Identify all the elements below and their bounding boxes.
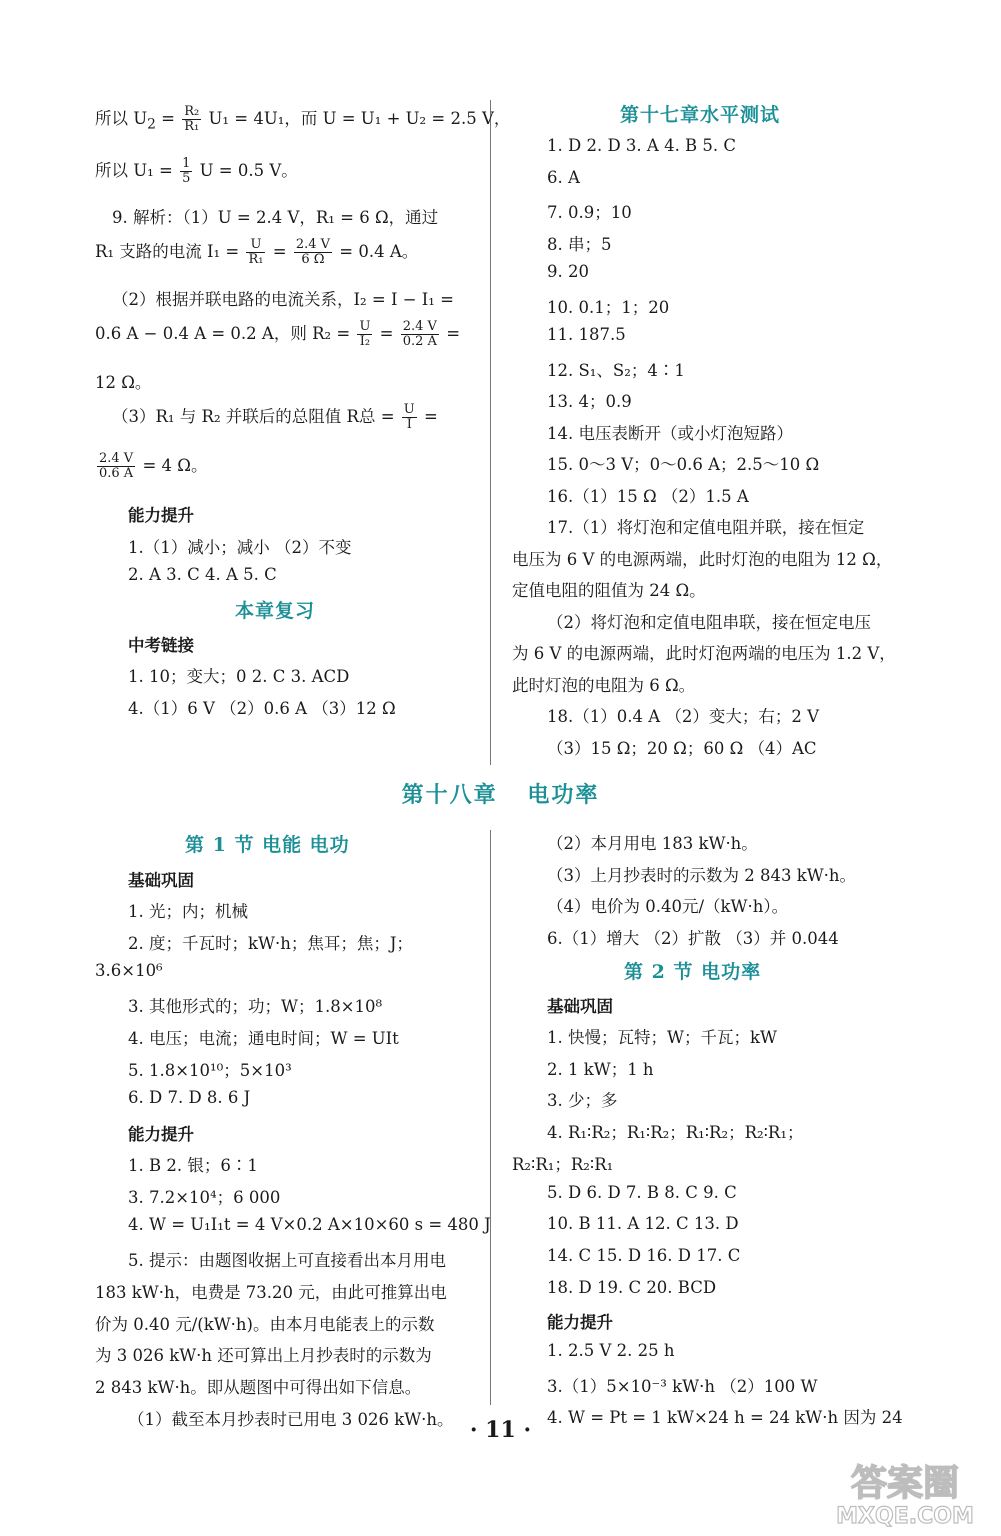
denominator: 0.6 A: [99, 466, 134, 481]
text-line: 1. 快慢；瓦特；W；千瓦；kW: [547, 1028, 777, 1047]
denominator: 0.2 A: [402, 334, 437, 349]
text-line: 电压为 6 V 的电源两端，此时灯泡的电阻为 12 Ω，: [512, 549, 893, 569]
section-heading-ch17-test: 第十七章水平测试: [620, 104, 781, 126]
text-line: 9. 20: [547, 262, 589, 281]
section-label-basic: 基础巩固: [128, 871, 194, 890]
text-line: 此时灯泡的电阻为 6 Ω。: [512, 675, 696, 695]
chapter-number: 第十八章: [401, 782, 498, 808]
text-span: 所以 U: [95, 109, 148, 128]
text-line: 2. A 3. C 4. A 5. C: [128, 565, 277, 584]
text-line: 1. 10；变大；0 2. C 3. ACD: [128, 667, 350, 686]
text-span: U = 0.5 V。: [199, 161, 298, 180]
section-heading-lesson1: 第 1 节 电能 电功: [185, 834, 350, 856]
text-line: 4. W = Pt = 1 kW×24 h = 24 kW·h 因为 24: [547, 1408, 903, 1428]
text-line: 5. D 6. D 7. B 8. C 9. C: [547, 1182, 737, 1202]
watermark-logo: [820, 1455, 990, 1527]
text-line: 12. S₁、S₂；4∶1: [547, 360, 685, 380]
numerator: 2.4 V: [295, 237, 331, 252]
text-line: 定值电阻的阻值为 24 Ω。: [512, 581, 706, 600]
text-line: （1）截至本月抄表时已用电 3 026 kW·h。: [128, 1409, 454, 1429]
text-span: 0.6 A − 0.4 A = 0.2 A，则 R₂ =: [95, 324, 351, 343]
numerator: U: [403, 402, 415, 417]
text-line: 183 kW·h，电费是 73.20 元，由此可推算出电: [95, 1282, 447, 1302]
text-line: （2）根据并联电路的电流关系，I₂ = I − I₁ =: [112, 290, 454, 309]
text-span: =: [379, 324, 394, 343]
section-heading-lesson2: 第 2 节 电功率: [624, 961, 762, 983]
text-line: 1.（1）减小；减小 （2）不变: [128, 538, 352, 557]
text-line: 1. 光；内；机械: [128, 902, 248, 921]
text-line: 18.（1）0.4 A （2）变大；右；2 V: [547, 707, 820, 726]
text-line: 1. 2.5 V 2. 25 h: [547, 1341, 675, 1360]
text-line: （3）上月抄表时的示数为 2 843 kW·h。: [547, 865, 857, 885]
numerator: 2.4 V: [99, 451, 134, 466]
denominator: R₁: [248, 252, 264, 267]
denominator: I₂: [359, 334, 371, 349]
text-span: =: [272, 242, 287, 261]
text-span: R₁ 支路的电流 I₁ =: [95, 242, 240, 261]
text-line: 15. 0～3 V；0～0.6 A；2.5～10 Ω: [547, 455, 820, 474]
text-line: （4）电价为 0.40元/（kW·h）。: [547, 897, 789, 916]
denominator: 6 Ω: [301, 252, 325, 267]
text-span: =: [424, 407, 438, 426]
text-line: 2. 度；千瓦时；kW·h；焦耳；焦；J；: [128, 933, 413, 953]
text-line: 3.（1）5×10⁻³ kW·h （2）100 W: [547, 1376, 818, 1396]
numerator: 2.4 V: [402, 319, 437, 334]
column-divider-bottom: [490, 830, 491, 1405]
text-line: 3. 7.2×10⁴；6 000: [128, 1187, 281, 1207]
numerator: U: [359, 319, 371, 334]
text-line: 5. 1.8×10¹⁰；5×10³: [128, 1060, 292, 1080]
text-line: 为 3 026 kW·h 还可算出上月抄表时的示数为: [95, 1346, 432, 1366]
text-line: 3. 其他形式的；功；W；1.8×10⁸: [128, 997, 383, 1017]
text-line: 为 6 V 的电源两端，此时灯泡两端的电压为 1.2 V，: [512, 644, 896, 663]
text-line: 1. D 2. D 3. A 4. B 5. C: [547, 136, 737, 155]
text-line: 8. 串；5: [547, 234, 612, 254]
text-line: 17.（1）将灯泡和定值电阻并联，接在恒定: [547, 518, 865, 537]
watermark-text: 答案圈: [850, 1463, 960, 1504]
text-span: = 4 Ω。: [142, 456, 208, 475]
numerator: 1: [182, 156, 191, 171]
denominator: 5: [182, 171, 191, 186]
text-line: 5. 提示：由题图收据上可直接看出本月用电: [128, 1251, 446, 1271]
text-line: （2）本月用电 183 kW·h。: [547, 834, 758, 853]
column-divider-top: [490, 100, 491, 765]
denominator: R₁: [184, 119, 200, 134]
text-span: =: [446, 324, 461, 343]
text-line: 12 Ω。: [95, 373, 152, 392]
text-line: 9. 解析：（1）U = 2.4 V，R₁ = 6 Ω，通过: [112, 208, 439, 227]
section-label-ability: 能力提升: [128, 1125, 194, 1144]
chapter-name: 电功率: [527, 782, 600, 808]
section-label-basic: 基础巩固: [547, 997, 613, 1016]
denominator: I: [406, 417, 412, 432]
section-heading-review: 本章复习: [235, 600, 316, 622]
text-line: 4. W = U₁I₁t = 4 V×0.2 A×10×60 s = 480 J: [128, 1215, 491, 1235]
section-label-ability: 能力提升: [547, 1313, 613, 1332]
text-line: 14. C 15. D 16. D 17. C: [547, 1245, 741, 1265]
text-line: 4. R₁∶R₂；R₁∶R₂；R₁∶R₂；R₂∶R₁；: [547, 1123, 804, 1143]
text-line: （2）将灯泡和定值电阻串联，接在恒定电压: [547, 612, 871, 632]
text-line: 10. B 11. A 12. C 13. D: [547, 1214, 739, 1234]
text-line: 价为 0.40 元/(kW·h)。由本月电能表上的示数: [95, 1314, 435, 1334]
text-line: （3）15 Ω；20 Ω；60 Ω （4）AC: [547, 738, 817, 758]
text-span: （3）R₁ 与 R₂ 并联后的总阻值 R总 =: [112, 407, 395, 426]
text-line: 7. 0.9；10: [547, 203, 632, 222]
page-number: · 11 ·: [469, 1417, 532, 1443]
text-line: 14. 电压表断开（或小灯泡短路）: [547, 423, 793, 443]
text-line: 4.（1）6 V （2）0.6 A （3）12 Ω: [128, 699, 396, 718]
text-line: 3. 少；多: [547, 1091, 618, 1111]
text-line: 4. 电压；电流；通电时间；W = UIt: [128, 1028, 399, 1048]
section-label-zhongkao: 中考链接: [128, 636, 194, 655]
text-line: 1. B 2. 银；6∶1: [128, 1156, 258, 1175]
numerator: U: [246, 238, 265, 253]
text-line: 所以 $U_2$ = $\frac{\text{R₂}}{\text{R₁}}$ U₁ = 4U₁，而 U = U₁ + U₂ = 2.5 V，: [95, 104, 511, 134]
text-line: 18. D 19. C 20. BCD: [547, 1277, 717, 1297]
text-line: R₂∶R₁；R₂∶R₁: [512, 1154, 614, 1174]
text-line: 11. 187.5: [547, 325, 626, 344]
text-line: 10. 0.1；1；20: [547, 297, 670, 317]
watermark-url: MXQE.COM: [836, 1504, 974, 1527]
text-line: 6.（1）增大 （2）扩散 （3）并 0.044: [547, 928, 839, 948]
text-line: 3.6×10⁶: [95, 961, 163, 981]
text-line: 6. A: [547, 167, 580, 187]
text-line: 6. D 7. D 8. 6 J: [128, 1088, 251, 1108]
numerator: R₂: [184, 104, 200, 119]
text-span: 所以 U₁ =: [95, 161, 173, 180]
left-bottom-column: [95, 0, 491, 1429]
section-label-ability: 能力提升: [128, 506, 194, 525]
text-span: U₁ = 4U₁，而 U = U₁ + U₂ = 2.5 V，: [208, 109, 511, 128]
text-line: 13. 4；0.9: [547, 392, 632, 411]
text-span: = 0.4 A。: [339, 242, 419, 261]
text-line: 2 843 kW·h。即从题图中可得出如下信息。: [95, 1377, 422, 1397]
right-bottom-column: [512, 0, 912, 1428]
text-line: 16.（1）15 Ω （2）1.5 A: [547, 486, 749, 506]
text-line: 2. 1 kW；1 h: [547, 1059, 654, 1079]
